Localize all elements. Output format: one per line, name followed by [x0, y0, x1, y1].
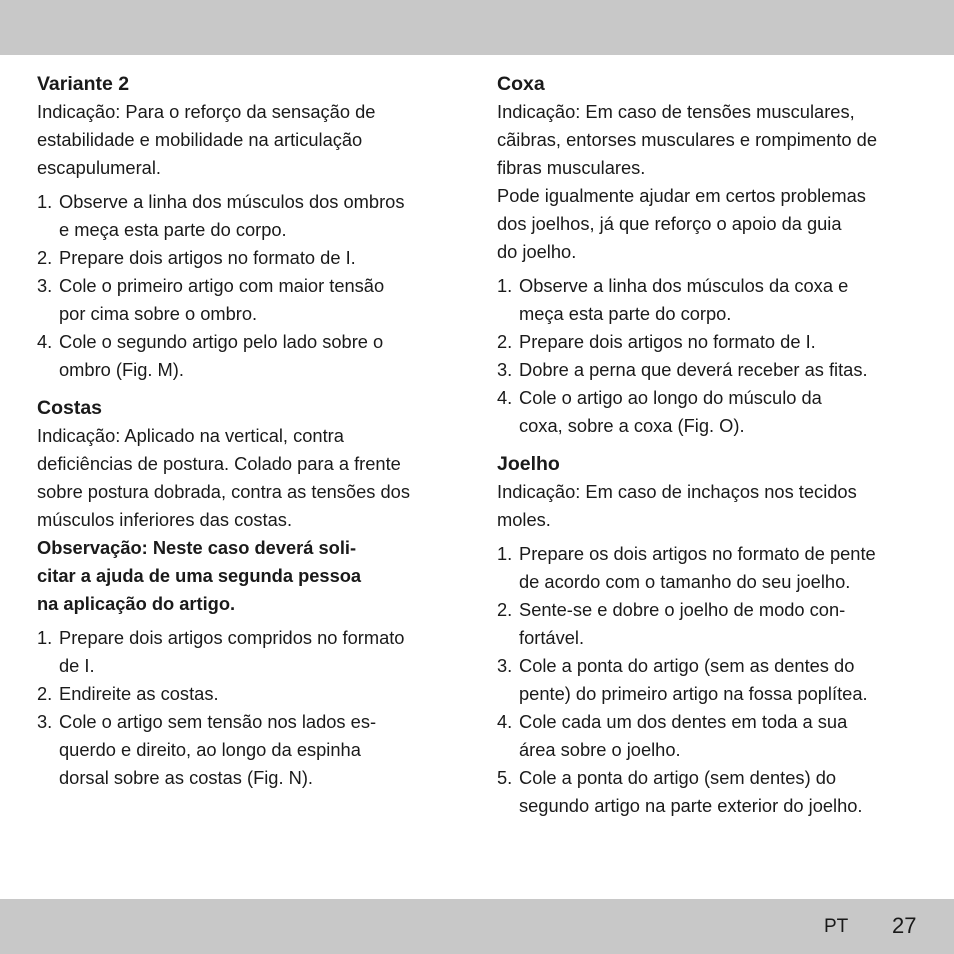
text-line: na aplicação do artigo.	[37, 593, 236, 614]
text-line: dos joelhos, já que reforço o apoio da guia	[497, 213, 842, 234]
observation-note	[37, 534, 457, 618]
text-line: fibras musculares.	[497, 157, 646, 178]
text-line: Indicação: Em caso de inchaços nos tecidos	[497, 481, 857, 502]
step-text: Cole cada um dos dentes em toda a sua	[519, 711, 848, 732]
step-number: 3.	[497, 359, 513, 380]
steps-list	[37, 188, 457, 384]
step-text: Prepare dois artigos compridos no formato	[59, 627, 405, 648]
section-joelho	[497, 450, 922, 820]
section-title: Joelho	[497, 453, 560, 475]
step-text: pente) do primeiro artigo na fossa poplítea.	[519, 683, 868, 704]
list-item	[37, 244, 457, 272]
step-number: 2.	[497, 599, 513, 620]
step-text: Prepare os dois artigos no formato de pente	[519, 543, 876, 564]
step-text: Dobre a perna que deverá receber as fitas.	[519, 359, 868, 380]
right-column	[497, 70, 922, 820]
list-item	[497, 272, 922, 328]
step-text: Observe a linha dos músculos dos ombros	[59, 191, 405, 212]
section-coxa	[497, 70, 922, 440]
list-item	[37, 680, 457, 708]
step-number: 1.	[497, 543, 513, 564]
left-column	[37, 70, 457, 792]
text-line: do joelho.	[497, 241, 577, 262]
list-item	[37, 272, 457, 328]
step-number: 5.	[497, 767, 513, 788]
step-text: coxa, sobre a coxa (Fig. O).	[519, 415, 745, 436]
step-number: 2.	[497, 331, 513, 352]
step-number: 3.	[37, 275, 53, 296]
step-text: Prepare dois artigos no formato de I.	[59, 247, 356, 268]
text-line: citar a ajuda de uma segunda pessoa	[37, 565, 362, 586]
section-costas	[37, 394, 457, 792]
step-text: Cole o artigo sem tensão nos lados es-	[59, 711, 377, 732]
steps-list	[497, 540, 922, 820]
step-number: 2.	[37, 247, 53, 268]
step-text: Cole o artigo ao longo do músculo da	[519, 387, 822, 408]
section-variante-2	[37, 70, 457, 384]
list-item	[37, 188, 457, 244]
steps-list	[37, 624, 457, 792]
section-title: Costas	[37, 397, 103, 419]
list-item	[497, 652, 922, 708]
step-text: e meça esta parte do corpo.	[59, 219, 287, 240]
steps-list	[497, 272, 922, 440]
step-text: ombro (Fig. M).	[59, 359, 184, 380]
page-number: 27	[892, 913, 917, 938]
step-number: 1.	[37, 627, 53, 648]
step-number: 1.	[37, 191, 53, 212]
step-text: segundo artigo na parte exterior do joelho.	[519, 795, 863, 816]
list-item	[497, 384, 922, 440]
step-text: Prepare dois artigos no formato de I.	[519, 331, 816, 352]
step-number: 4.	[37, 331, 53, 352]
indication-text	[497, 478, 922, 534]
indication-text	[37, 422, 457, 534]
step-number: 2.	[37, 683, 53, 704]
step-text: meça esta parte do corpo.	[519, 303, 732, 324]
indication-text	[37, 98, 457, 182]
text-line: Observação: Neste caso deverá soli-	[37, 537, 357, 558]
text-line: escapulumeral.	[37, 157, 161, 178]
step-text: de acordo com o tamanho do seu joelho.	[519, 571, 851, 592]
step-text: Sente-se e dobre o joelho de modo con-	[519, 599, 846, 620]
list-item	[37, 624, 457, 680]
step-text: Cole a ponta do artigo (sem as dentes do	[519, 655, 855, 676]
list-item	[497, 356, 922, 384]
step-number: 1.	[497, 275, 513, 296]
list-item	[497, 764, 922, 820]
step-text: Cole o segundo artigo pelo lado sobre o	[59, 331, 384, 352]
step-text: por cima sobre o ombro.	[59, 303, 258, 324]
text-line: Pode igualmente ajudar em certos problemas	[497, 185, 866, 206]
text-line: deficiências de postura. Colado para a frente	[37, 453, 401, 474]
list-item	[37, 708, 457, 792]
step-text: Cole a ponta do artigo (sem dentes) do	[519, 767, 837, 788]
step-text: de I.	[59, 655, 95, 676]
step-text: Cole o primeiro artigo com maior tensão	[59, 275, 385, 296]
footer-band	[0, 899, 954, 954]
step-number: 3.	[37, 711, 53, 732]
text-line: Indicação: Para o reforço da sensação de	[37, 101, 376, 122]
step-text: Observe a linha dos músculos da coxa e	[519, 275, 849, 296]
list-item	[37, 328, 457, 384]
list-item	[497, 596, 922, 652]
list-item	[497, 540, 922, 596]
step-number: 4.	[497, 711, 513, 732]
step-text: dorsal sobre as costas (Fig. N).	[59, 767, 313, 788]
text-line: estabilidade e mobilidade na articulação	[37, 129, 363, 150]
section-title: Coxa	[497, 73, 545, 95]
text-line: moles.	[497, 509, 551, 530]
text-line: Indicação: Em caso de tensões musculares,	[497, 101, 855, 122]
text-line: Indicação: Aplicado na vertical, contra	[37, 425, 344, 446]
step-text: fortável.	[519, 627, 585, 648]
step-text: querdo e direito, ao longo da espinha	[59, 739, 361, 760]
text-line: sobre postura dobrada, contra as tensões dos	[37, 481, 410, 502]
text-line: cãibras, entorses musculares e rompimento de	[497, 129, 878, 150]
step-number: 4.	[497, 387, 513, 408]
header-band	[0, 0, 954, 55]
step-text: área sobre o joelho.	[519, 739, 681, 760]
section-title: Variante 2	[37, 73, 130, 95]
list-item	[497, 708, 922, 764]
text-line: músculos inferiores das costas.	[37, 509, 293, 530]
step-text: Endireite as costas.	[59, 683, 219, 704]
indication-text	[497, 98, 922, 266]
step-number: 3.	[497, 655, 513, 676]
language-code: PT	[824, 916, 849, 937]
list-item	[497, 328, 922, 356]
